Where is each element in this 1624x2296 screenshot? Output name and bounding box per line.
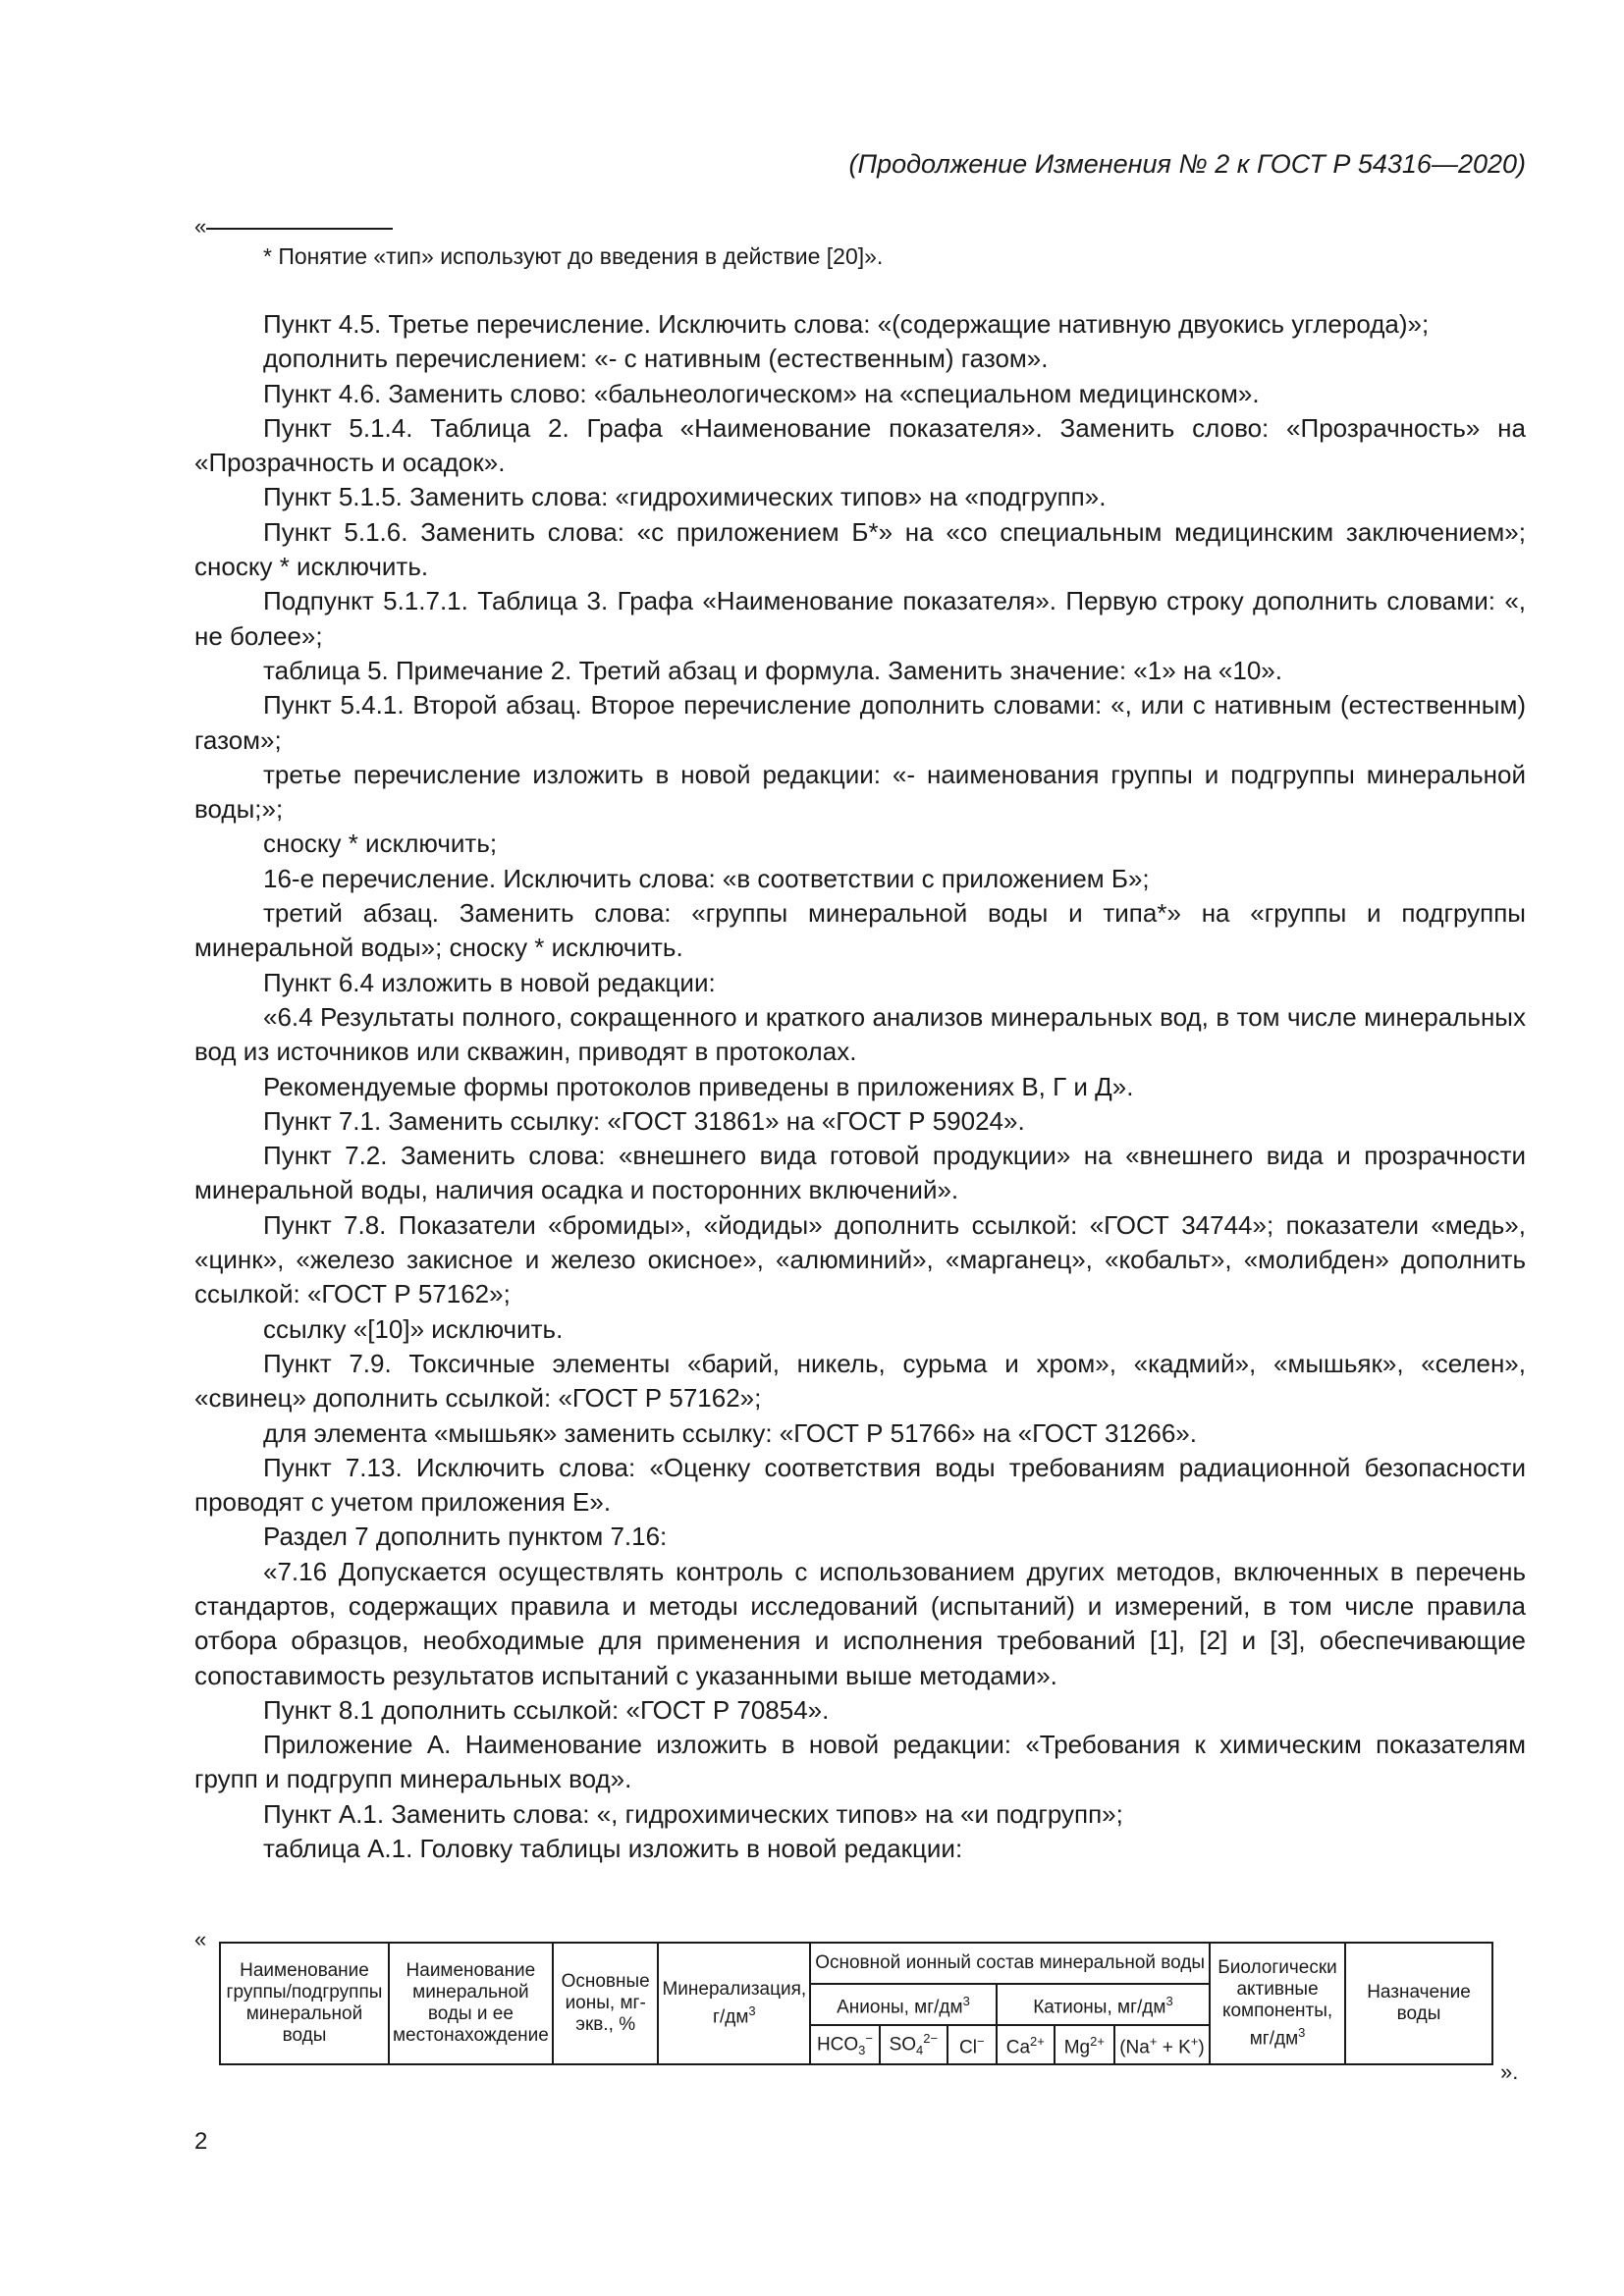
ion-so4-symbol: SO [889,2034,917,2056]
ion-so4-sup: 2− [923,2031,939,2046]
paragraph: Пункт 4.6. Заменить слово: «бальнеологическом» на «специальном медицинском». [263,378,1260,408]
paragraph: дополнить перечислением: «- с нативным (естественным) газом». [263,344,1049,374]
paragraph: третий абзац. Заменить слова: «группы минеральной воды и типа*» на «группы и подгруппы минеральной воды»; сноску * исключить. [194,898,1526,963]
header-cell-purpose: Назначение воды [1345,1943,1492,2064]
paragraph: 16-е перечисление. Исключить слова: «в соответствии с приложением Б»; [263,863,1150,893]
ion-cl-symbol: Cl [959,2037,977,2058]
ion-cell-na-k [1114,2025,1210,2064]
cations-unit-sup: 3 [1165,1993,1173,2008]
ion-plus-k: + K [1157,2037,1191,2058]
footnote-rule [206,228,393,230]
mineralization-label: Минерализация, г/дм [662,1978,807,2028]
page-number: 2 [194,2128,208,2155]
ion-cell-so4 [880,2025,947,2064]
footnote-text: * Понятие «тип» используют до введения в действие [20]». [263,243,884,269]
header-cell-anions [810,1984,997,2025]
paragraph: Подпункт 5.1.7.1. Таблица 3. Графа «Наименование показателя». Первую строку дополнить словами: «, не более»; [194,586,1526,651]
ion-so4-sub: 4 [916,2043,924,2058]
paragraph: сноску * исключить; [263,828,498,859]
ion-hco3-sup: − [865,2031,873,2046]
ion-mg-sup: 2+ [1090,2033,1105,2049]
ion-hco3-symbol: HCO [816,2034,859,2056]
paragraph: таблица 5. Примечание 2. Третий абзац и формула. Заменить значение: «1» на «10». [263,655,1282,685]
ion-cell-hco3 [810,2025,880,2064]
paragraph: Пункт 7.2. Заменить слова: «внешнего вида готовой продукции» на «внешнего вида и прозрачности минеральной воды, наличия осадка и посторонних включений». [194,1141,1526,1205]
ion-na-sup: + [1149,2033,1158,2049]
paragraph: Пункт А.1. Заменить слова: «, гидрохимических типов» на «и подгрупп»; [263,1798,1123,1829]
header-cell-main-ions: Основные ионы, мг-экв., % [553,1943,659,2064]
mineralization-unit-sup: 3 [748,2002,756,2018]
continuation-header: (Продолжение Изменения № 2 к ГОСТ Р 54316—2020) [848,149,1526,179]
ion-cell-ca [997,2025,1055,2064]
paragraph: Приложение А. Наименование изложить в новой редакции: «Требования к химическим показателям групп и подгрупп минеральных вод». [194,1730,1526,1794]
paragraph: «6.4 Результаты полного, сокращенного и краткого анализов минеральных вод, в том числе минеральных вод из источников или скважин, приводят в протоколах. [194,1001,1526,1067]
paragraph: третье перечисление изложить в новой редакции: «- наименования группы и подгруппы минеральной воды;»; [194,759,1526,825]
table-a1-header [219,1942,1493,2065]
paragraph: ссылку «[10]» исключить. [263,1313,564,1344]
header-cell-group-name: Наименование группы/подгруппы минеральной воды [220,1943,389,2064]
paragraph: Пункт 4.5. Третье перечисление. Исключить слова: «(содержащие нативную двуокись углерода)»; [263,309,1430,339]
header-cell-mineralization [658,1943,810,2064]
paragraph: Пункт 8.1 дополнить ссылкой: «ГОСТ Р 70854». [263,1694,830,1725]
header-cell-water-name: Наименование минеральной воды и ее местонахождение [389,1943,553,2064]
paragraph: Рекомендуемые формы протоколов приведены в приложениях В, Г и Д». [263,1071,1134,1101]
amendment-body [194,307,1526,1866]
paragraph: таблица А.1. Головку таблицы изложить в новой редакции: [263,1834,963,1864]
header-cell-ionic-composition: Основной ионный состав минеральной воды [810,1943,1210,1984]
ion-hco3-sub: 3 [858,2043,866,2058]
paragraph: Пункт 7.1. Заменить ссылку: «ГОСТ 31861» на «ГОСТ Р 59024». [263,1105,1025,1136]
table-open-quote: « [194,1927,207,1951]
paragraph: Пункт 7.8. Показатели «бромиды», «йодиды» дополнить ссылкой: «ГОСТ 34744»; показатели «медь», «цинк», «железо закисное и железо окисное», «алюминий», «марганец», «кобальт», «молибден» дополнить ссылкой: «ГОСТ Р 57162»; [194,1209,1526,1309]
paragraph: Пункт 5.1.4. Таблица 2. Графа «Наименование показателя». Заменить слово: «Прозрачность» на «Прозрачность и осадок». [194,412,1526,478]
anions-unit-sup: 3 [962,1993,970,2008]
ion-k-sup: + [1190,2033,1199,2049]
paragraph: Пункт 5.4.1. Второй абзац. Второе перечисление дополнить словами: «, или с нативным (естественным) газом»; [194,690,1526,755]
ion-cl-sup: − [977,2033,985,2049]
ion-mg-symbol: Mg [1063,2037,1091,2058]
ion-ca-symbol: Ca [1005,2037,1031,2058]
ion-na-k-close: ) [1198,2037,1205,2058]
header-cell-cations [997,1984,1210,2025]
paragraph: Пункт 5.1.5. Заменить слова: «гидрохимических типов» на «подгрупп». [263,482,1107,512]
paragraph: «7.16 Допускается осуществлять контроль с использованием других методов, включенных в перечень стандартов, содержащих правила и методы исследований (испытаний) и измерений, в том числе правила отбора образцов, необходимые для применения и исполнения требований [1], [2] и [3], обеспечивающие сопоставимость результатов испытаний с указанными выше методами». [194,1556,1526,1690]
ion-na-open: (Na [1119,2037,1150,2058]
ion-cell-mg [1055,2025,1114,2064]
paragraph: Пункт 6.4 изложить в новой редакции: [263,967,716,997]
paragraph: Пункт 7.9. Токсичные элементы «барий, никель, сурьма и хром», «кадмий», «мышьяк», «селен», «свинец» дополнить ссылкой: «ГОСТ Р 57162»; [194,1348,1526,1414]
bio-unit-sup: 3 [1298,2024,1306,2040]
paragraph: Раздел 7 дополнить пунктом 7.16: [263,1522,668,1552]
paragraph: Пункт 5.1.6. Заменить слова: «с приложением Б*» на «со специальным медицинским заключением»; сноску * исключить. [194,516,1526,582]
paragraph: для элемента «мышьяк» заменить ссылку: «ГОСТ Р 51766» на «ГОСТ 31266». [263,1417,1197,1448]
footnote-open-quote: « [194,214,207,239]
header-cell-bio-components [1210,1943,1345,2064]
anions-label: Анионы, мг/дм [837,1997,963,2018]
cations-label: Катионы, мг/дм [1033,1997,1166,2018]
bio-label: Биологически активные компоненты, мг/дм [1218,1956,1337,2050]
ion-ca-sup: 2+ [1030,2033,1045,2049]
paragraph: Пункт 7.13. Исключить слова: «Оценку соответствия воды требованиям радиационной безопасности проводят с учетом приложения Е». [194,1452,1526,1518]
table-close-quote: ». [1500,2059,1519,2084]
ion-cell-cl [947,2025,997,2064]
